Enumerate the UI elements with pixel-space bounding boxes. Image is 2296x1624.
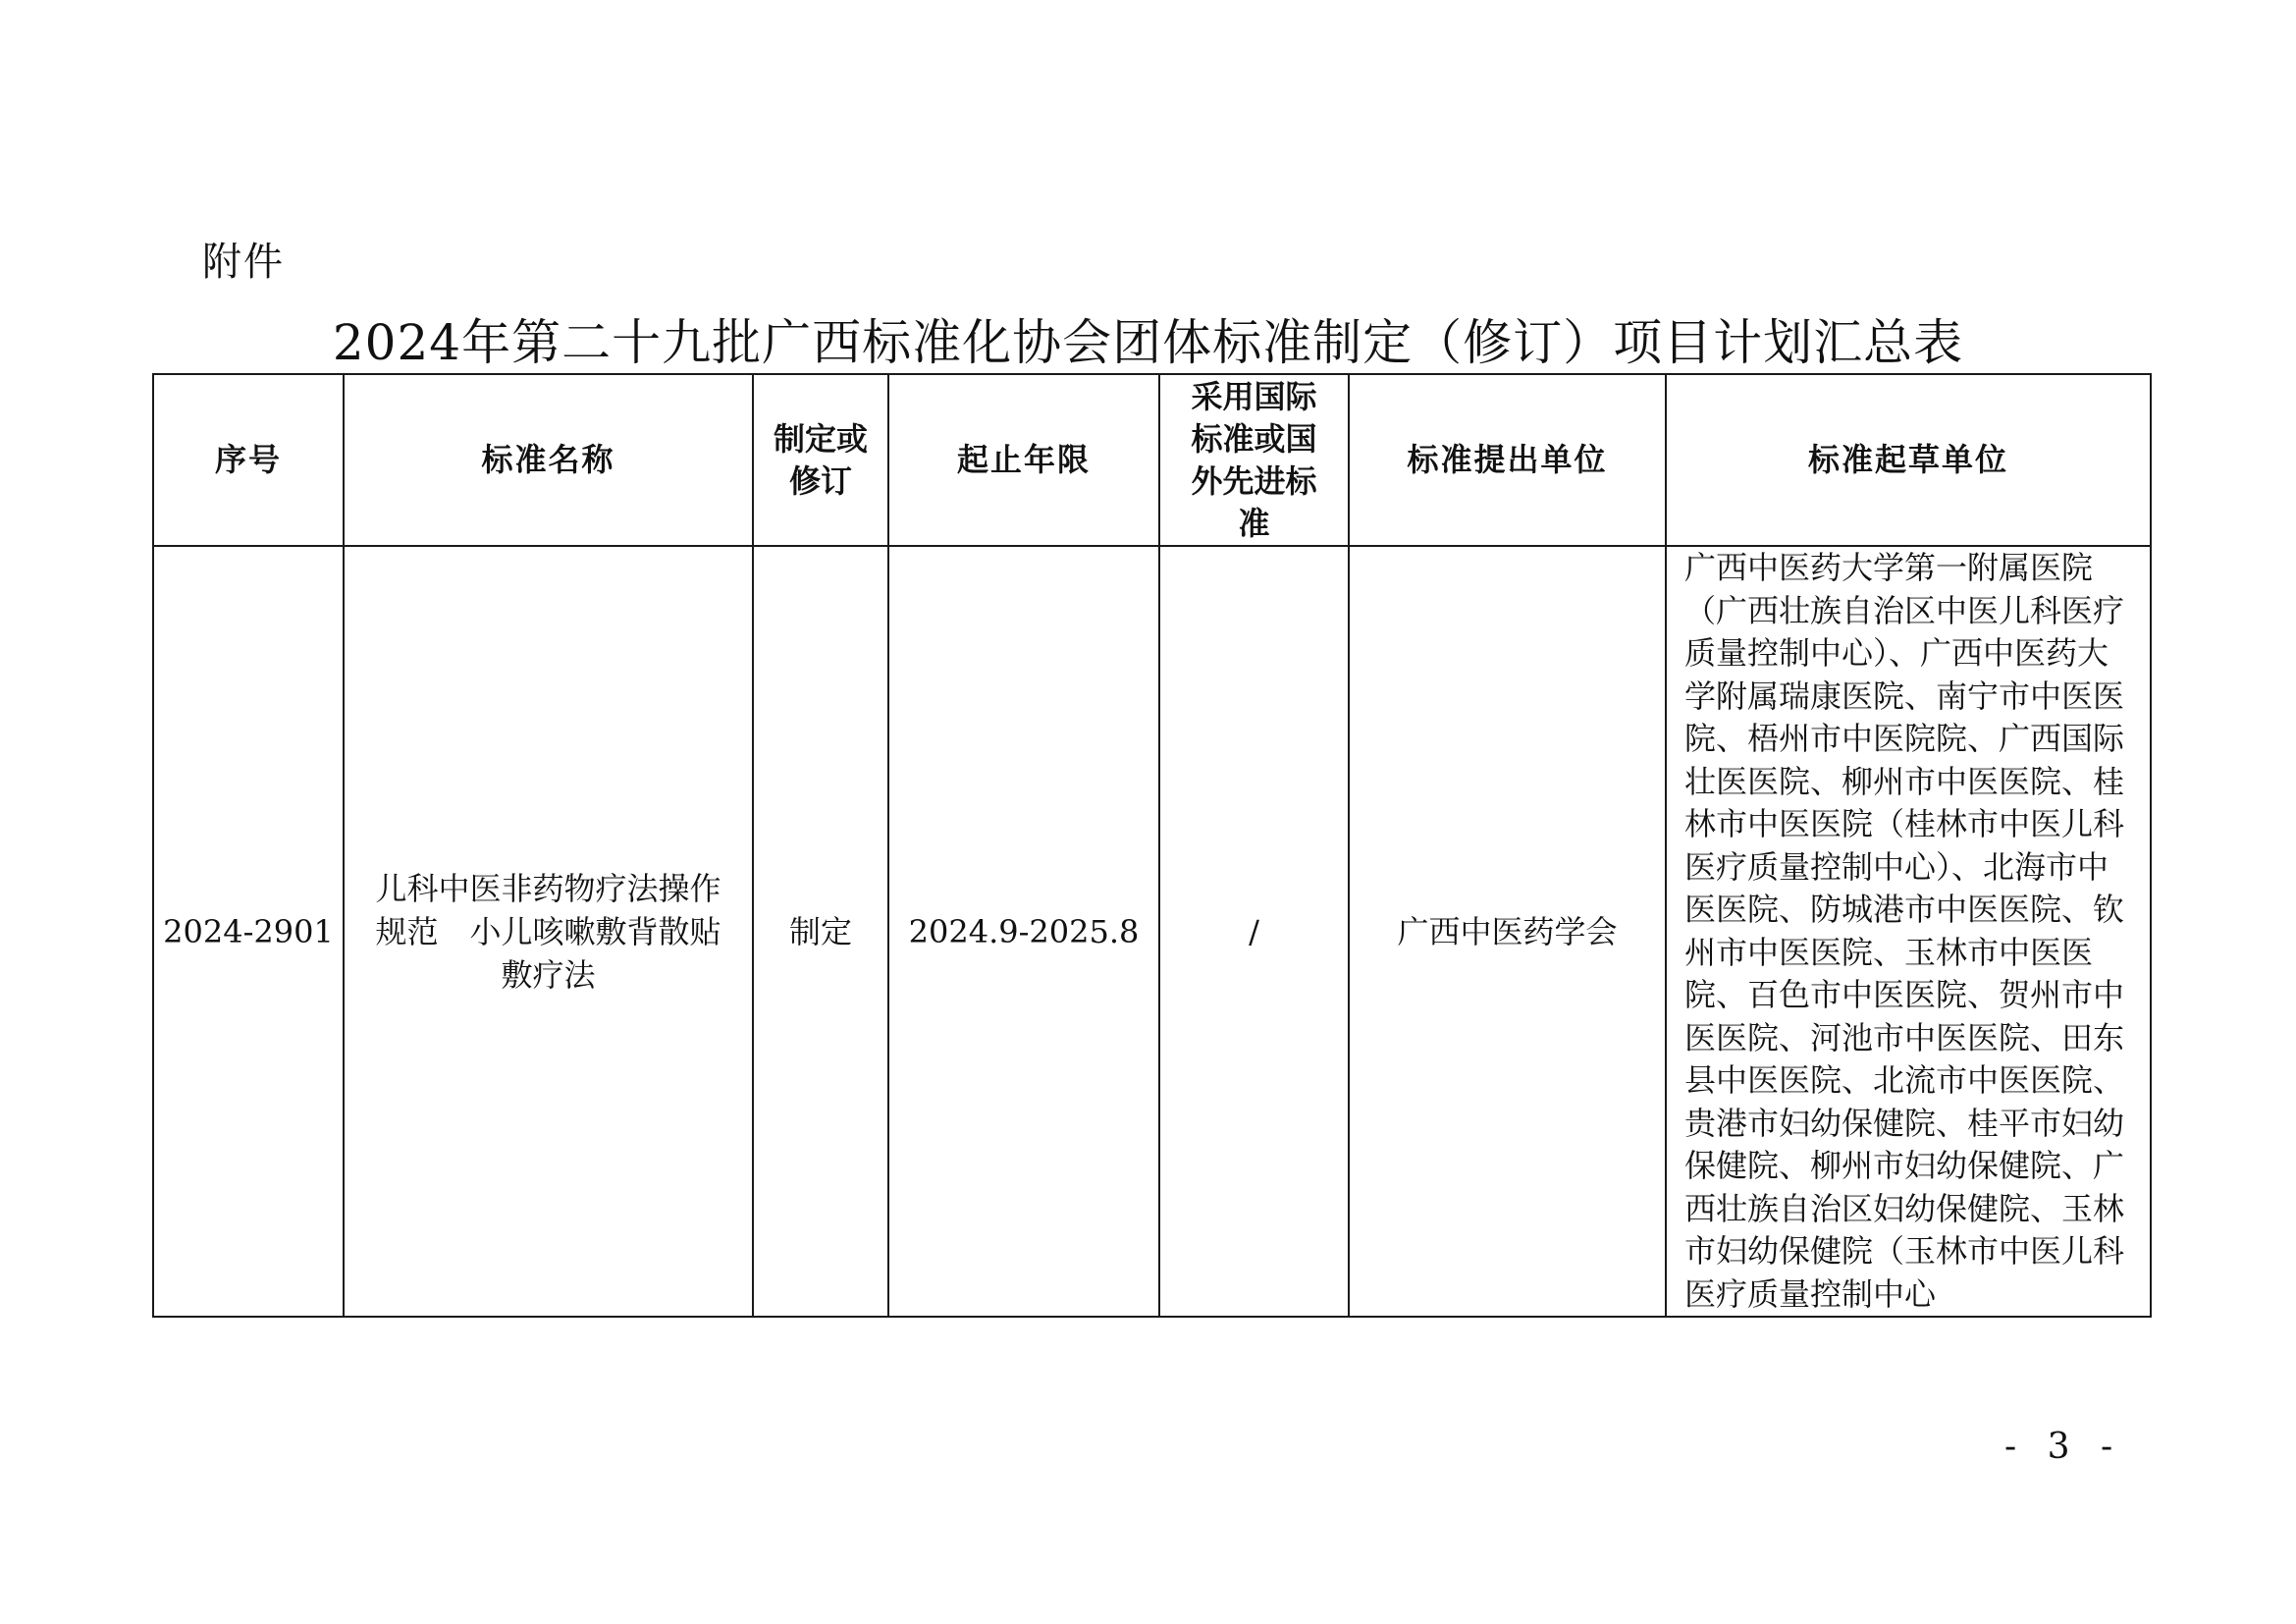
table-header-row (153, 374, 2151, 546)
cell-seq: 2024-2901 (153, 546, 344, 1317)
cell-standard-name: 儿科中医非药物疗法操作规范 小儿咳嗽敷背散贴敷疗法 (344, 546, 753, 1317)
cell-proposer: 广西中医药学会 (1349, 546, 1666, 1317)
page-title: 2024年第二十九批广西标准化协会团体标准制定（修订）项目计划汇总表 (332, 314, 1964, 371)
header-drafter: 标准起草单位 (1666, 374, 2151, 546)
header-adopted-standard: 采用国际标准或国外先进标准 (1159, 374, 1349, 546)
table-row (153, 546, 2151, 1317)
attachment-label: 附件 (202, 240, 285, 285)
header-standard-name: 标准名称 (344, 374, 753, 546)
cell-drafters: 广西中医药大学第一附属医院（广西壮族自治区中医儿科医疗质量控制中心）、广西中医药大学附属瑞康医院、南宁市中医医院、梧州市中医院院、广西国际壮医医院、柳州市中医医院、桂林市中医医院（桂林市中医儿科医疗质量控制中心）、北海市中医医院、防城港市中医医院、钦州市中医医院、玉林市中医医院、百色市中医医院、贺州市中医医院、河池市中医医院、田东县中医医院、北流市中医医院、贵港市妇幼保健院、桂平市妇幼保健院、柳州市妇幼保健院、广西壮族自治区妇幼保健院、玉林市妇幼保健院（玉林市中医儿科医疗质量控制中心 (1666, 546, 2151, 1317)
header-proposer: 标准提出单位 (1349, 374, 1666, 546)
cell-type: 制定 (753, 546, 888, 1317)
page-number: - 3 - (2004, 1427, 2123, 1467)
header-period: 起止年限 (888, 374, 1159, 546)
cell-period: 2024.9-2025.8 (888, 546, 1159, 1317)
header-seq: 序号 (153, 374, 344, 546)
cell-adopted-standard: / (1159, 546, 1349, 1317)
header-type: 制定或修订 (753, 374, 888, 546)
plan-summary-table (152, 373, 2152, 1318)
